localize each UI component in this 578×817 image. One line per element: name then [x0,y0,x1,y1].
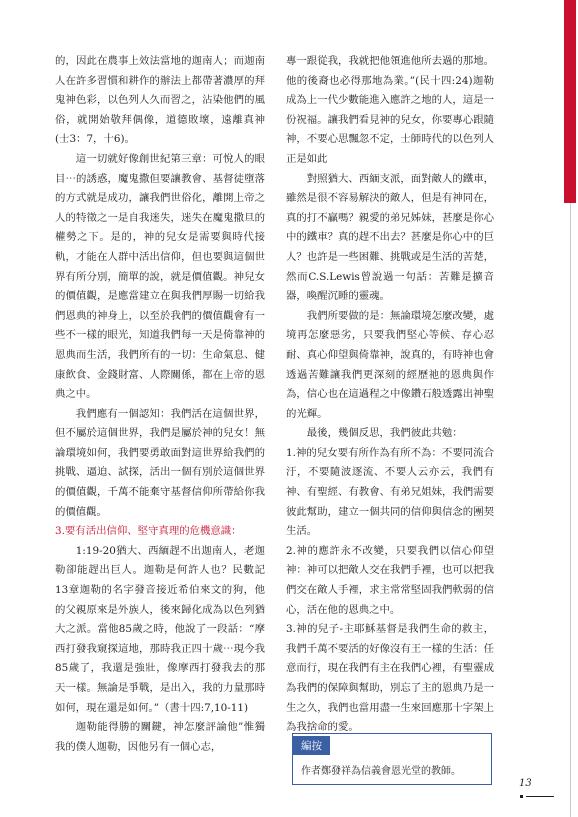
paragraph: 1:19-20猶大、西緬趕不出迦南人，老迦勒卻能趕出巨人。迦勒是何許人也？民數記13章迦勒的名字發音接近希伯來文的狗，他的父親原來是外族人，後來歸化成為以色列猶大之派。當他85歲之時，他說了一段話：“摩西打發我窺探這地，那時我正四十歲⋯現今我85歲了，我還是強壯，像摩西打發我去的那天一樣。無論是爭戰，是出入，我的力量那時如何，現在還是如何。”（書十四:7,10-11) [55,544,265,714]
paragraph: 這一切就好像創世紀第三章：可悅人的眼目⋯的誘惑，魔鬼撒但要讓教會、基督徒墮落的方式就是成功，讓我們世俗化，離開上帝之人的特徵之一是自我迷失，迷失在魔鬼撒旦的權勢之下。是的，神的兒女是需要與時代接軌，才能在人群中活出信仰，但也要與這個世界有所分別，簡單的說，就是價值觀。神兒女的價值觀，是應當建立在與我們厚賜一切給我們恩典的神身上，以至於我們的價值觀會有一些不一樣的眼光，知道我們每一天是倚靠神的恩典而生活，我們所有的一切：生命氣息、健康飲食、金錢財富、人際關係，都在上帝的恩典之中。 [55,152,265,401]
red-edge-block [564,0,576,203]
paragraph: 的，因此在農事上效法當地的迦南人；而迦南人在許多習慣和耕作的辦法上都帶著濃厚的拜鬼神色彩，以色列人久而習之，沾染他們的風俗，就開始敬拜偶像，道德敗壞，遠離真神(士3：7，十6)。 [55,55,265,146]
paragraph: 我們應有一個認知：我們活在這個世界，但不屬於這個世界，我們是屬於神的兒女！無論環境如何，我們要勇敢面對這世界給我們的挑戰、逼迫、試探，活出一個有別於這個世界的價值觀，千萬不能棄守基督信仰所帶給你我的價值觀。 [55,407,265,518]
paragraph: 迦勒能得勝的關鍵，神怎麼評論他”惟獨我的僕人迦勒，因他另有一個心志， [55,721,265,753]
paragraph: 我們所要做的是：無論環境怎麼改變，處境再怎麼惡劣，只要我們堅心等候、存心忍耐、真心仰望與倚靠神，說真的，有時神也會透過苦難讓我們更深刻的經歷祂的恩典與作為，信心也在這過程之中像鑽石般透露出神聖的光輝。 [286,309,494,420]
editor-note-label: 編按 [293,736,330,755]
editor-note-text: 作者鄭發祥為信義會恩光堂的教師。 [301,766,461,777]
list-item: 3.神的兒子-主耶穌基督是我們生命的救主，我們千萬不要活的好像沒有王一樣的生活：任意而行，現在我們有主在我們心裡，有聖靈成為我們的保障與幫助，別忘了主的恩典乃是一生之久，我們也當用盡一生來回應那十字架上為我捨命的愛。 [286,623,494,734]
section-heading: 3.要有活出信仰、堅守真理的危機意識： [55,525,242,538]
paragraph: 對照猶大、西緬支派，面對敵人的鐵車，雖然是很不容易解決的敵人，但是有神同在，真的打不贏嗎？親愛的弟兄姊妹，甚麼是你心中的鐵車？真的趕不出去？甚麼是你心中的巨人？也許是一些困難、挑戰或是生活的苦楚，然而C.S.Lewis曾說過一句話：苦難是擴音器，喚醒沉睡的靈魂。 [286,172,494,303]
edge-rule [570,203,571,817]
list-item: 2.神的應許永不改變，只要我們以信心仰望神：神可以把敵人交在我們手裡，也可以把我們交在敵人手裡，求主常常堅固我們軟弱的信心，活在他的恩典之中。 [286,544,494,616]
page-number-dot [520,795,523,798]
page-edge-decoration [558,0,578,817]
left-column [55,52,265,757]
list-item: 1.神的兒女要有所作為有所不為：不要同流合汙，不要隨波逐流、不要人云亦云，我們有神、有聖經、有教會、有弟兄姐妹，我們需要彼此幫助，建立一個共同的信仰與信念的團契生活。 [286,446,494,538]
page-number-rule [526,796,554,797]
editor-note-box [292,733,492,785]
paragraph: 專一跟從我，我就把他領進他所去過的那地。他的後裔也必得那地為業。”(民十四:24)迦勒成為上一代少數能進入應許之地的人，這是一份祝福。讓我們看見神的兒女，你要專心跟隨神，不要心思飄忽不定，士師時代的以色列人正是如此 [286,55,494,165]
page-number: 13 [519,778,532,789]
paragraph: 最後，幾個反思，我們彼此共勉： [306,427,463,440]
right-column [286,52,494,738]
